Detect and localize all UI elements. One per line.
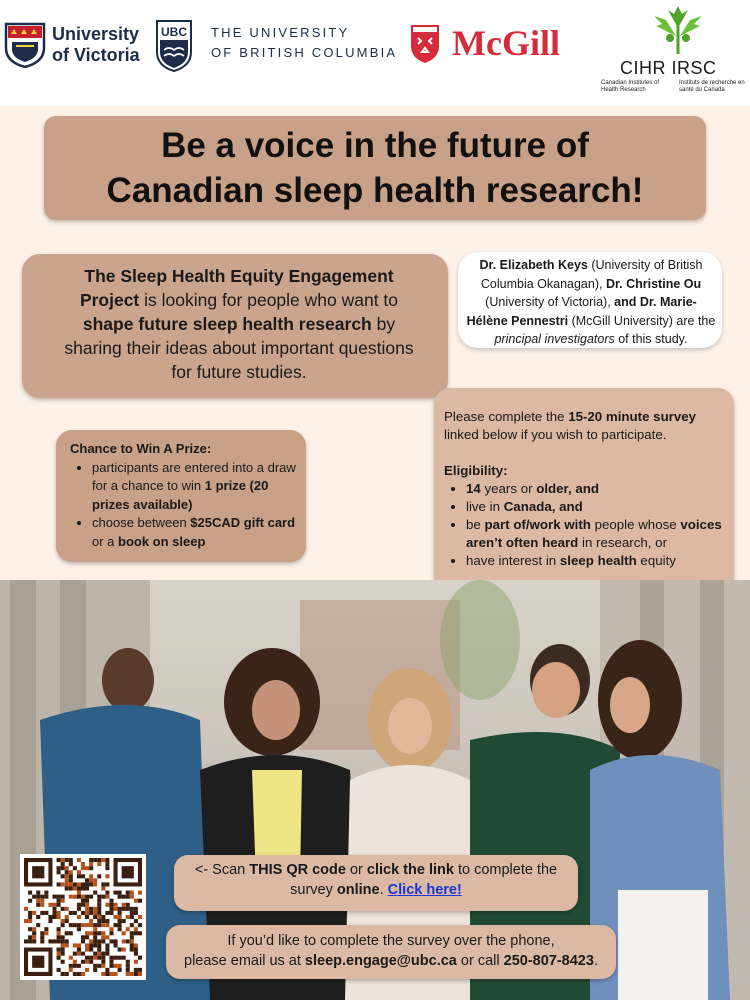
sleep-book: book on sleep xyxy=(118,533,206,549)
investigators-and: and xyxy=(614,295,640,309)
headline-banner xyxy=(44,116,706,220)
qr-code-image xyxy=(24,858,142,976)
scan-online: online xyxy=(336,882,380,898)
ubc-name-line1: THE UNIVERSITY xyxy=(211,25,350,40)
prize-list xyxy=(70,459,302,552)
survey-qr-code[interactable] xyxy=(20,854,146,980)
mcgill-wordmark: McGill xyxy=(452,23,560,63)
cihr-wordmark: CIHR IRSC xyxy=(620,58,717,78)
logo-header xyxy=(0,0,750,106)
eligibility-text: have interest in xyxy=(466,553,560,568)
prize-content xyxy=(70,440,302,551)
project-name: The Sleep Health Equity Engagement Project xyxy=(79,266,394,310)
cihr-subtitle xyxy=(601,80,750,94)
eligibility-bold: sleep health xyxy=(559,553,637,568)
phone-contact-box xyxy=(166,925,616,979)
eligibility-text: equity xyxy=(636,553,676,568)
scan-text: to complete the survey xyxy=(290,862,558,898)
uvic-name-line2: of Victoria xyxy=(52,45,140,65)
prize-count: 1 prize (20 prizes available) xyxy=(92,478,269,512)
cihr-french-name: Instituts de recherche en santé du Canada xyxy=(679,80,745,93)
uvic-name-line1: University xyxy=(52,24,140,44)
eligibility-bold: part of/work with xyxy=(484,517,591,532)
scan-link-emphasis: click the link xyxy=(366,862,454,878)
contact-phone[interactable]: 250-807-8423 xyxy=(503,953,594,969)
cihr-leaf-icon xyxy=(650,6,706,56)
project-intro-box xyxy=(22,254,448,398)
eligibility-item xyxy=(466,552,728,570)
investigator-role: principal investigators xyxy=(494,332,615,346)
cihr-english-name: Canadian Institutes of Health Research xyxy=(601,80,660,93)
survey-intro-post: linked below if you wish to participate. xyxy=(444,427,667,442)
survey-link[interactable]: Click here! xyxy=(387,882,462,898)
eligibility-age: 14 xyxy=(466,481,481,496)
eligibility-bold: Canada, and xyxy=(503,499,583,514)
ubc-wordmark xyxy=(211,23,397,63)
investigator-1: Dr. Elizabeth Keys xyxy=(479,258,588,272)
prize-box xyxy=(56,430,306,562)
eligibility-item xyxy=(466,498,728,516)
investigator-3: Dr. Marie-Hélène Pennestri xyxy=(466,295,697,328)
survey-intro xyxy=(444,408,728,444)
eligibility-item xyxy=(466,480,728,498)
survey-intro-pre: Please complete the xyxy=(444,409,569,424)
prize-item xyxy=(92,459,302,515)
eligibility-bold: older, and xyxy=(536,481,600,496)
contact-line xyxy=(172,951,610,971)
ubc-shield-icon xyxy=(156,20,192,72)
uvic-wordmark xyxy=(52,24,140,66)
scan-qr-emphasis: THIS QR code xyxy=(249,862,346,878)
gift-card: $25CAD gift card xyxy=(190,515,296,530)
eligibility-text: in research, or xyxy=(578,535,667,550)
prize-text: choose between xyxy=(92,515,191,530)
eligibility-heading: Eligibility: xyxy=(444,463,508,478)
eligibility-text: years or xyxy=(480,481,537,496)
affiliation-2: (University of Victoria), xyxy=(485,295,615,309)
intro-text-1: is looking for people who want to xyxy=(139,290,399,310)
survey-content xyxy=(444,408,728,570)
investigators-box xyxy=(458,252,722,348)
uvic-crest-icon xyxy=(4,22,46,68)
page-title xyxy=(107,123,644,213)
eligibility-text: be xyxy=(466,517,485,532)
phone-contact xyxy=(172,931,610,971)
prize-text: or a xyxy=(92,533,119,549)
intro-emphasis: shape future sleep health research xyxy=(82,314,372,334)
ubc-name-line2: OF BRITISH COLUMBIA xyxy=(211,45,398,60)
scan-instructions-box xyxy=(174,855,578,911)
scan-text: . xyxy=(379,882,388,898)
investigator-2: Dr. Christine Ou xyxy=(605,276,702,291)
ubc-shield-label: UBC xyxy=(161,25,187,39)
contact-text: . xyxy=(593,953,598,969)
eligibility-item xyxy=(466,516,728,552)
scan-instructions xyxy=(182,860,570,900)
scan-text: or xyxy=(345,862,367,878)
title-line1: Be a voice in the future of xyxy=(161,126,589,165)
project-intro-text xyxy=(56,264,422,384)
survey-duration: 15-20 minute survey xyxy=(568,409,697,424)
eligibility-text: live in xyxy=(466,499,504,514)
prize-text: participants are entered into a draw for a chance to win xyxy=(92,459,296,493)
affiliation-1: (University of British Columbia Okanagan), xyxy=(480,258,703,291)
contact-text: please email us at xyxy=(184,953,305,969)
intro-text-2: by sharing their ideas about important questions for future studies. xyxy=(64,314,414,382)
title-line2: Canadian sleep health research! xyxy=(106,171,644,210)
phone-intro: If you’d like to complete the survey over the phone, xyxy=(227,933,555,949)
scan-text: <- Scan xyxy=(194,862,250,878)
mcgill-crest-icon xyxy=(410,24,440,64)
prize-item xyxy=(92,514,302,551)
contact-text: or call xyxy=(456,953,504,969)
contact-email[interactable]: sleep.engage@ubc.ca xyxy=(304,953,457,969)
survey-eligibility-box xyxy=(434,388,734,606)
eligibility-bold: voices aren’t often heard xyxy=(466,517,722,550)
investigators-end: of this study. xyxy=(614,332,688,346)
affiliation-3: (McGill University) are the xyxy=(568,313,716,328)
investigators-text xyxy=(466,256,716,349)
prize-heading: Chance to Win A Prize: xyxy=(70,441,212,456)
eligibility-list xyxy=(444,480,728,570)
eligibility-text: people whose xyxy=(590,517,681,532)
